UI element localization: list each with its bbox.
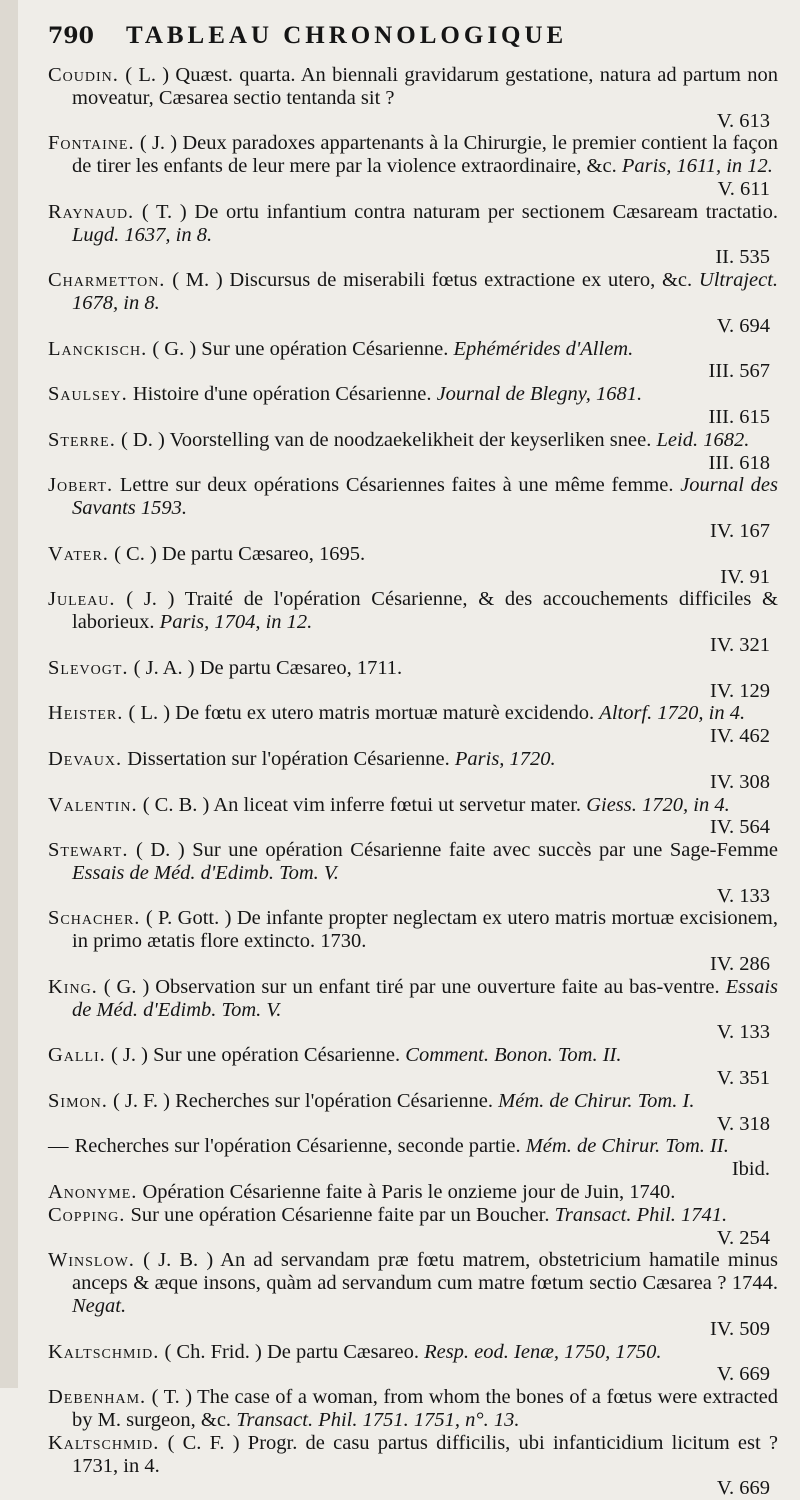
bibliography-entry	[48, 1044, 778, 1090]
entry-reference: IV. 308	[710, 770, 770, 793]
entry-author: Raynaud.	[48, 200, 135, 223]
entry-title: ( J. ) Deux paradoxes appartenants à la Chirurgie, le premier contient la façon de tirer les enfants de leur mere par la violence extraordinaire, &c.	[72, 132, 778, 178]
entry-title: ( T. ) The case of a woman, from whom the bones of a fœtus were extracted by M. surgeon, &c.	[72, 1386, 778, 1432]
bibliography-entry	[48, 1386, 778, 1432]
bibliography-entry	[48, 588, 778, 656]
entry-publication: Altorf. 1720, in 4.	[599, 702, 746, 725]
entry-title: ( J. ) Traité de l'opération Césarienne, & des accouchements difficiles & laborieux.	[72, 588, 778, 634]
entry-reference: Ibid.	[731, 1158, 770, 1181]
entry-reference: V. 669	[716, 1363, 770, 1386]
entry-reference: IV. 129	[710, 679, 770, 702]
entry-title: Dissertation sur l'opération Césarienne.	[127, 747, 450, 770]
entry-title: ( L. ) De fœtu ex utero matris mortuæ maturè excidendo.	[128, 702, 595, 725]
entry-reference: II. 535	[715, 246, 770, 269]
entry-title: ( P. Gott. ) De infante propter neglectam ex utero matris mortuæ excisionem, in primo ætatis flore extincto. 1730.	[72, 907, 778, 953]
bibliography-entry	[48, 1135, 778, 1181]
entry-title: Lettre sur deux opérations Césariennes faites à une même femme.	[119, 474, 674, 497]
entry-body	[48, 588, 778, 656]
entry-title: ( C. ) De partu Cæsareo, 1695.	[114, 542, 366, 565]
entry-author: Lanckisch.	[48, 337, 148, 360]
entry-author: Galli.	[48, 1044, 106, 1067]
entry-reference: V. 613	[716, 109, 770, 132]
entry-title: ( J. A. ) De partu Cæsareo, 1711.	[133, 656, 403, 679]
bibliography-entry	[48, 1090, 778, 1136]
entry-title: ( G. ) Sur une opération Césarienne.	[152, 337, 449, 360]
bibliography-entry	[48, 543, 778, 589]
bibliography-entry	[48, 657, 778, 703]
entry-body	[48, 474, 778, 542]
entry-author: Coudin.	[48, 64, 119, 86]
bibliography-entry	[48, 474, 778, 542]
entry-title: ( J. ) Sur une opération Césarienne.	[110, 1044, 401, 1067]
bibliography-entry	[48, 976, 778, 1044]
entry-publication: Giess. 1720, in 4.	[586, 793, 730, 816]
entry-publication: Mém. de Chirur. Tom. I.	[498, 1089, 695, 1112]
entry-title: ( T. ) De ortu infantium contra naturam per sectionem Cæsaream tractatio.	[141, 200, 778, 223]
entry-reference: IV. 91	[720, 565, 770, 588]
entry-title: ( M. ) Discursus de miserabili fœtus extractione ex utero, &c.	[172, 269, 693, 292]
entry-author: King.	[48, 975, 98, 998]
entry-publication: Paris, 1704, in 12.	[159, 611, 313, 634]
entry-title: Histoire d'une opération Césarienne.	[132, 383, 432, 406]
entry-body	[48, 1044, 778, 1090]
entry-author: Kaltschmid.	[48, 1431, 160, 1454]
entry-publication: Negat.	[72, 1295, 127, 1318]
entry-title: Opération Césarienne faite à Paris le onzieme jour de Juin, 1740.	[142, 1181, 676, 1204]
entry-reference: V. 318	[716, 1112, 770, 1135]
entry-title: ( G. ) Observation sur un enfant tiré par une ouverture faite au bas-ventre.	[103, 975, 720, 998]
entry-author: Copping.	[48, 1203, 126, 1226]
bibliography-entry	[48, 269, 778, 337]
entry-body	[48, 1181, 778, 1204]
entry-author: Charmetton.	[48, 269, 166, 292]
bibliography-entry	[48, 429, 778, 475]
bibliography-entry	[48, 1432, 778, 1500]
entry-author: Fontaine.	[48, 132, 135, 155]
entry-author: Kaltschmid.	[48, 1340, 160, 1363]
bibliography-entry	[48, 1181, 778, 1204]
entry-publication: Ultraject. 1678, in 8.	[72, 269, 779, 314]
entry-publication: Lugd. 1637, in 8.	[72, 223, 213, 246]
entry-body	[48, 1432, 778, 1500]
entry-reference: III. 567	[708, 360, 770, 383]
entry-reference: IV. 564	[710, 816, 770, 839]
entry-author: Vater.	[48, 542, 109, 565]
entry-body	[48, 1204, 778, 1250]
entry-body	[48, 1386, 778, 1432]
entry-body	[48, 1135, 778, 1181]
entry-body	[48, 657, 778, 703]
entry-body	[48, 383, 778, 429]
bibliography-entry	[48, 64, 778, 132]
entry-title: Sur une opération Césarienne faite par un Boucher.	[130, 1203, 550, 1226]
entry-publication: Comment. Bonon. Tom. II.	[405, 1044, 622, 1067]
entry-publication: Journal des Savants 1593.	[72, 474, 778, 520]
entry-publication: Essais de Méd. d'Edimb. Tom. V.	[72, 975, 779, 1021]
entry-reference: III. 618	[708, 451, 770, 474]
entry-title: ( J. F. ) Recherches sur l'opération Césarienne.	[112, 1089, 494, 1112]
entry-reference: V. 351	[716, 1067, 770, 1090]
entry-publication: Essais de Méd. d'Edimb. Tom. V.	[72, 861, 339, 884]
entry-reference: V. 611	[717, 177, 770, 200]
entry-body	[48, 1341, 778, 1387]
page-gutter	[0, 0, 18, 1388]
bibliography-entry	[48, 201, 778, 269]
entry-author: Stewart.	[48, 839, 129, 862]
entry-reference: IV. 286	[710, 953, 770, 976]
entry-publication: Paris, 1611, in 12.	[621, 155, 773, 178]
entry-reference: IV. 167	[710, 519, 770, 542]
entry-publication: Mém. de Chirur. Tom. II.	[525, 1135, 729, 1158]
entry-publication: Leid. 1682.	[656, 428, 750, 451]
entry-body	[48, 748, 778, 794]
entry-title: ( L. ) Quæst. quarta. An biennali gravidarum gestatione, natura ad partum non moveatur, Cæsarea sectio tentanda sit ?	[72, 64, 778, 109]
page-number: 790	[48, 23, 94, 49]
entry-title: ( Ch. Frid. ) De partu Cæsareo.	[164, 1340, 419, 1363]
page-header	[48, 22, 778, 64]
bibliography-entry	[48, 702, 778, 748]
bibliography-entry	[48, 1249, 778, 1340]
entry-publication: Transact. Phil. 1741.	[554, 1203, 728, 1226]
bibliography-entry	[48, 338, 778, 384]
entry-body	[48, 132, 778, 200]
entry-author: —	[48, 1135, 70, 1158]
entry-body	[48, 839, 778, 907]
entry-body	[48, 976, 778, 1044]
entry-author: Debenham.	[48, 1386, 147, 1409]
entry-author: Sterre.	[48, 428, 116, 451]
entry-title: ( D. ) Sur une opération Césarienne faite avec succès par une Sage-Femme	[136, 839, 778, 862]
entry-body	[48, 201, 778, 269]
entry-title: Recherches sur l'opération Césarienne, seconde partie.	[74, 1135, 521, 1158]
entry-body	[48, 794, 778, 840]
entry-publication: Resp. eod. Ienæ, 1750, 1750.	[424, 1340, 662, 1363]
entry-reference: V. 133	[716, 884, 770, 907]
entry-author: Devaux.	[48, 747, 123, 770]
entry-reference: IV. 509	[710, 1317, 770, 1340]
entry-publication: Journal de Blegny, 1681.	[436, 383, 643, 406]
entry-body	[48, 64, 778, 132]
entry-body	[48, 543, 778, 589]
bibliography-entry	[48, 1341, 778, 1387]
entry-author: Schacher.	[48, 907, 141, 930]
entry-body	[48, 338, 778, 384]
entry-author: Slevogt.	[48, 656, 129, 679]
entry-body	[48, 1090, 778, 1136]
entry-title: ( C. F. ) Progr. de casu partus difficilis, ubi infanticidium licitum est ? 1731, in 4.	[72, 1431, 779, 1477]
entry-publication: Ephémérides d'Allem.	[453, 337, 634, 360]
entry-reference: IV. 462	[710, 725, 770, 748]
entry-author: Winslow.	[48, 1249, 135, 1272]
entry-author: Heister.	[48, 702, 124, 725]
entry-author: Valentin.	[48, 793, 138, 816]
entry-body	[48, 702, 778, 748]
entry-title: ( D. ) Voorstelling van de noodzaekelikheit der keyserliken snee.	[120, 428, 652, 451]
entry-author: Saulsey.	[48, 383, 128, 406]
bibliography-entry	[48, 907, 778, 975]
entry-body	[48, 269, 778, 337]
entry-title: ( J. B. ) An ad servandam præ fœtu matrem, obstetricium hamatile minus anceps & æque insons, quàm ad servandum cum matre fœtum sectio Cæsarea ? 1744.	[72, 1249, 778, 1295]
entry-author: Anonyme.	[48, 1181, 138, 1204]
entry-reference: V. 133	[716, 1021, 770, 1044]
entry-reference: V. 669	[716, 1477, 770, 1500]
bibliography-entry	[48, 839, 778, 907]
entry-body	[48, 429, 778, 475]
entry-reference: III. 615	[708, 405, 770, 428]
entry-author: Jobert.	[48, 474, 114, 497]
entry-reference: V. 694	[716, 314, 770, 337]
entry-author: Juleau.	[48, 588, 116, 611]
bibliography-entry	[48, 132, 778, 200]
bibliography-entry	[48, 1204, 778, 1250]
bibliography-entry	[48, 748, 778, 794]
entry-publication: Paris, 1720.	[454, 747, 556, 770]
entry-body	[48, 907, 778, 975]
running-head: TABLEAU CHRONOLOGIQUE	[126, 22, 568, 49]
entry-publication: Transact. Phil. 1751. 1751, n°. 13.	[236, 1409, 520, 1432]
bibliography-entry	[48, 794, 778, 840]
entry-reference: V. 254	[716, 1226, 770, 1249]
entry-author: Simon.	[48, 1089, 108, 1112]
bibliography-entry	[48, 383, 778, 429]
bibliography-list	[48, 64, 778, 1500]
entry-body	[48, 1249, 778, 1340]
entry-reference: IV. 321	[710, 633, 770, 656]
entry-title: ( C. B. ) An liceat vim inferre fœtui ut servetur mater.	[142, 793, 582, 816]
